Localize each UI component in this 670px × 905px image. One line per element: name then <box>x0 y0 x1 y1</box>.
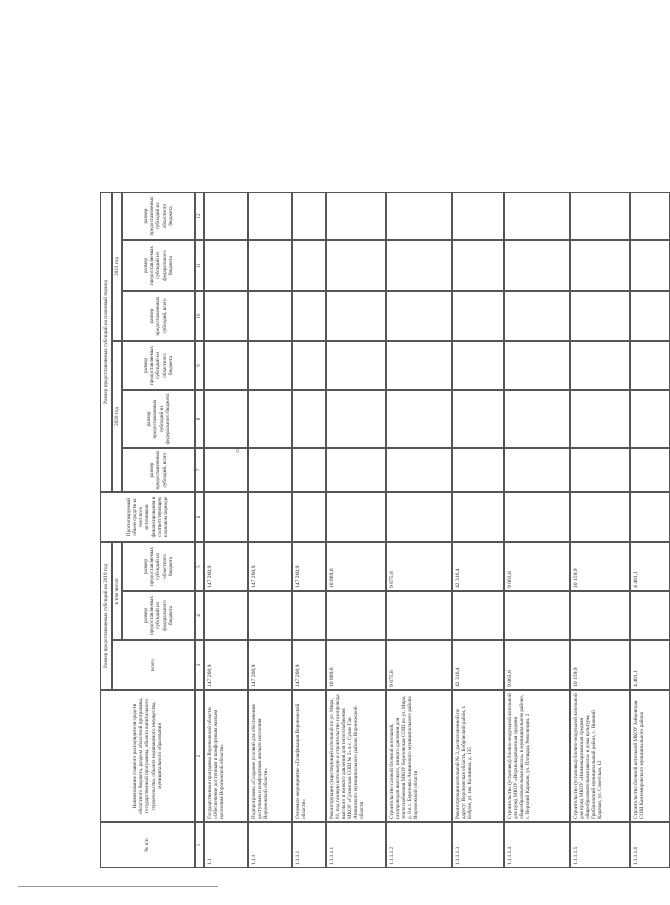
row-total: 9 675,8 <box>386 640 452 690</box>
row-empty-cell <box>630 291 670 341</box>
row-number: 1.1.1.1.4 <box>504 822 570 868</box>
page-number: 9 <box>236 449 239 455</box>
header-plan: Размер предоставляемых субсидий на плановый период <box>100 192 112 492</box>
row-empty-cell <box>292 448 326 492</box>
row-fed <box>452 591 504 640</box>
header-total: всего <box>112 640 195 690</box>
row-obl: 10 159,9 <box>570 542 630 591</box>
row-total: 10 159,9 <box>570 640 630 690</box>
row-empty-cell <box>570 448 630 492</box>
row-fed <box>326 591 386 640</box>
row-empty-cell <box>292 341 326 390</box>
row-empty-cell <box>630 448 670 492</box>
row-empty-cell <box>292 291 326 341</box>
row-name: Строительство газовой блочной котельной, газопроводов высокого, низкого давления для теплоснабжения МКОУ Березовская СОШ по ул. Мира, д. 8 в с. Березовка Аннинского муниципального района Воронежской области <box>386 690 452 822</box>
row-empty-cell <box>452 341 504 390</box>
row-empty-cell <box>248 240 292 291</box>
row-empty-cell <box>452 240 504 291</box>
row-empty-cell <box>504 341 570 390</box>
row-empty-cell <box>504 448 570 492</box>
row-obl: 4 401,1 <box>630 542 670 591</box>
col-number: 8 <box>195 390 204 448</box>
row-empty-cell <box>326 192 386 240</box>
row-empty-cell <box>570 390 630 448</box>
row-empty-cell <box>504 492 570 542</box>
row-fed <box>386 591 452 640</box>
row-empty-cell <box>204 390 248 448</box>
col-number: 5 <box>195 542 204 591</box>
row-empty-cell <box>504 390 570 448</box>
row-empty-cell <box>204 192 248 240</box>
row-number: 1.1.1.1.5 <box>570 822 630 868</box>
row-empty-cell <box>570 291 630 341</box>
header-fed: размер предоставляемых субсидий из федерального бюджета <box>122 591 195 640</box>
row-total: 147 260,9 <box>292 640 326 690</box>
row-empty-cell <box>204 291 248 341</box>
header-2020-total: размер предоставляемых субсидий, всего <box>122 448 195 492</box>
row-empty-cell <box>204 492 248 542</box>
row-number: 1.1 <box>204 822 248 868</box>
row-empty-cell <box>292 240 326 291</box>
row-name: Основное мероприятие «Газификация Воронежской области» <box>292 690 326 822</box>
header-incl: в том числе: <box>112 542 122 640</box>
row-obl: 10 889,0 <box>326 542 386 591</box>
header-subsidy-2019: Размер предоставляемых субсидий на 2019 год <box>100 542 112 690</box>
row-name: Реконструкция котельной № 3, расположенной по адресу: Воронежская область, Бобровский район, г. Бобров, ул. им. Калинина, д. 135 <box>452 690 504 822</box>
row-empty-cell <box>204 448 248 492</box>
header-name: Наименование главного распорядителя средств областного бюджета, раздела областной программы, государственной программы, объекта капитального строительства, объекта недвижимого имущества, муниципального образования <box>100 690 195 822</box>
row-empty-cell <box>248 341 292 390</box>
row-empty-cell <box>326 291 386 341</box>
row-fed <box>292 591 326 640</box>
row-fed <box>504 591 570 640</box>
col-number: 9 <box>195 341 204 390</box>
row-obl: 9 675,8 <box>386 542 452 591</box>
rotated-table-wrapper <box>100 8 660 868</box>
row-name: Государственная программа Воронежской области «Обеспечение доступным и комфортным жильем населения Воронежской области» <box>204 690 248 822</box>
row-fed <box>204 591 248 640</box>
row-total: 147 260,9 <box>248 640 292 690</box>
row-empty-cell <box>452 291 504 341</box>
col-number: 6 <box>195 492 204 542</box>
row-empty-cell <box>326 341 386 390</box>
row-empty-cell <box>326 390 386 448</box>
row-empty-cell <box>570 341 630 390</box>
header-2020-fed: размер предоставляемых субсидий из федерального бюджета <box>122 390 195 448</box>
row-total: 147 260,9 <box>204 640 248 690</box>
header-2021-total: размер предоставляемых субсидий, всего <box>122 291 195 341</box>
row-empty-cell <box>504 240 570 291</box>
row-fed <box>570 591 630 640</box>
row-empty-cell <box>326 240 386 291</box>
col-number: 11 <box>195 240 204 291</box>
row-empty-cell <box>204 341 248 390</box>
row-empty-cell <box>570 240 630 291</box>
row-empty-cell <box>386 390 452 448</box>
row-empty-cell <box>204 240 248 291</box>
col-number: 3 <box>195 640 204 690</box>
row-total: 42 316,4 <box>452 640 504 690</box>
row-name: Подпрограмма «Создание условий для обеспечения доступным и комфортным жильем населения Воронежской области» <box>248 690 292 822</box>
row-empty-cell <box>504 192 570 240</box>
header-year-2020: 2020 год <box>112 341 122 492</box>
row-empty-cell <box>248 448 292 492</box>
row-number: 1.1.1.1 <box>292 822 326 868</box>
row-empty-cell <box>386 291 452 341</box>
col-number: 12 <box>195 192 204 240</box>
row-name: Строительство (установка) блочно-модульной котельной для нужд МКОУ «Верхнекарачанская средняя общеобразовательная школа» в муниципальном районе, с. Верхний Карачан, ул. Площадь Революции, 2 <box>504 690 570 822</box>
header-no: № п/п <box>100 822 195 868</box>
row-obl: 147 260,9 <box>204 542 248 591</box>
row-empty-cell <box>292 390 326 448</box>
header-year-2021: 2021 год <box>112 192 122 341</box>
header-2021-fed: размер предоставляемых субсидий из федерального бюджета <box>122 240 195 291</box>
row-obl: 147 260,9 <box>292 542 326 591</box>
row-empty-cell <box>630 390 670 448</box>
row-empty-cell <box>630 192 670 240</box>
row-number: 1.1.1.1.2 <box>386 822 452 868</box>
col-number: 1 <box>195 822 204 868</box>
row-empty-cell <box>248 390 292 448</box>
row-empty-cell <box>570 192 630 240</box>
row-empty-cell <box>248 492 292 542</box>
row-empty-cell <box>452 192 504 240</box>
row-number: 1.1.1.1.1 <box>326 822 386 868</box>
col-number: 10 <box>195 291 204 341</box>
row-empty-cell <box>386 448 452 492</box>
row-number: 1.1.1.1.6 <box>630 822 670 868</box>
subsidy-table <box>100 192 670 868</box>
col-number: 7 <box>195 448 204 492</box>
row-empty-cell <box>248 291 292 341</box>
row-empty-cell <box>386 341 452 390</box>
row-name: Строительство блочной котельной МКОУ Зайцевская СОШ Кантемировского муниципального района <box>630 690 670 822</box>
row-empty-cell <box>504 291 570 341</box>
row-empty-cell <box>326 492 386 542</box>
row-empty-cell <box>570 492 630 542</box>
row-empty-cell <box>326 448 386 492</box>
row-total: 9 063,8 <box>504 640 570 690</box>
row-fed <box>248 591 292 640</box>
row-obl: 147 260,9 <box>248 542 292 591</box>
row-empty-cell <box>386 492 452 542</box>
col-number: 2 <box>195 690 204 822</box>
row-empty-cell <box>248 192 292 240</box>
row-number: 1.1.1.1.3 <box>452 822 504 868</box>
row-number: 1.1.1 <box>248 822 292 868</box>
row-empty-cell <box>630 492 670 542</box>
footer-rule <box>18 886 218 887</box>
row-empty-cell <box>630 240 670 291</box>
row-empty-cell <box>292 192 326 240</box>
row-name: Строительство (установка) блочно-модульной котельной для нужд МКОУ «Нижнекарачанская средняя общеобразовательная школа» и дома культуры, Грибановский муниципальный район, с. Нижний Карачан, ул. Советская, 12 <box>570 690 630 822</box>
header-2020-obl: размер предоставляемых субсидий из областного бюджета <box>122 341 195 390</box>
row-empty-cell <box>630 341 670 390</box>
row-empty-cell <box>452 492 504 542</box>
row-total: 4 401,1 <box>630 640 670 690</box>
col-number: 4 <box>195 591 204 640</box>
header-2021-obl: размер предоставляемых субсидий из областного бюджета <box>122 192 195 240</box>
row-name: Реконструкция существующей котельной по ул. Мира, 81, под газовую котельную и строительство газопровода высокого и низкого давления для теплоснабжения МКОУ «Сухинская СОШ № 2» в с. Сухие Гаи Аннинского муниципального района Воронежской области <box>326 690 386 822</box>
row-empty-cell <box>292 492 326 542</box>
row-empty-cell <box>386 240 452 291</box>
row-empty-cell <box>452 448 504 492</box>
row-empty-cell <box>386 192 452 240</box>
row-obl: 9 063,8 <box>504 542 570 591</box>
header-obl: размер предоставляемых субсидий из областного бюджета <box>122 542 195 591</box>
row-obl: 42 316,4 <box>452 542 504 591</box>
header-forecast: Прогнозируемый объем средств за счет всех источников финансирования в соответствующем плановом периоде <box>100 492 195 542</box>
row-total: 10 889,0 <box>326 640 386 690</box>
row-empty-cell <box>452 390 504 448</box>
row-fed <box>630 591 670 640</box>
